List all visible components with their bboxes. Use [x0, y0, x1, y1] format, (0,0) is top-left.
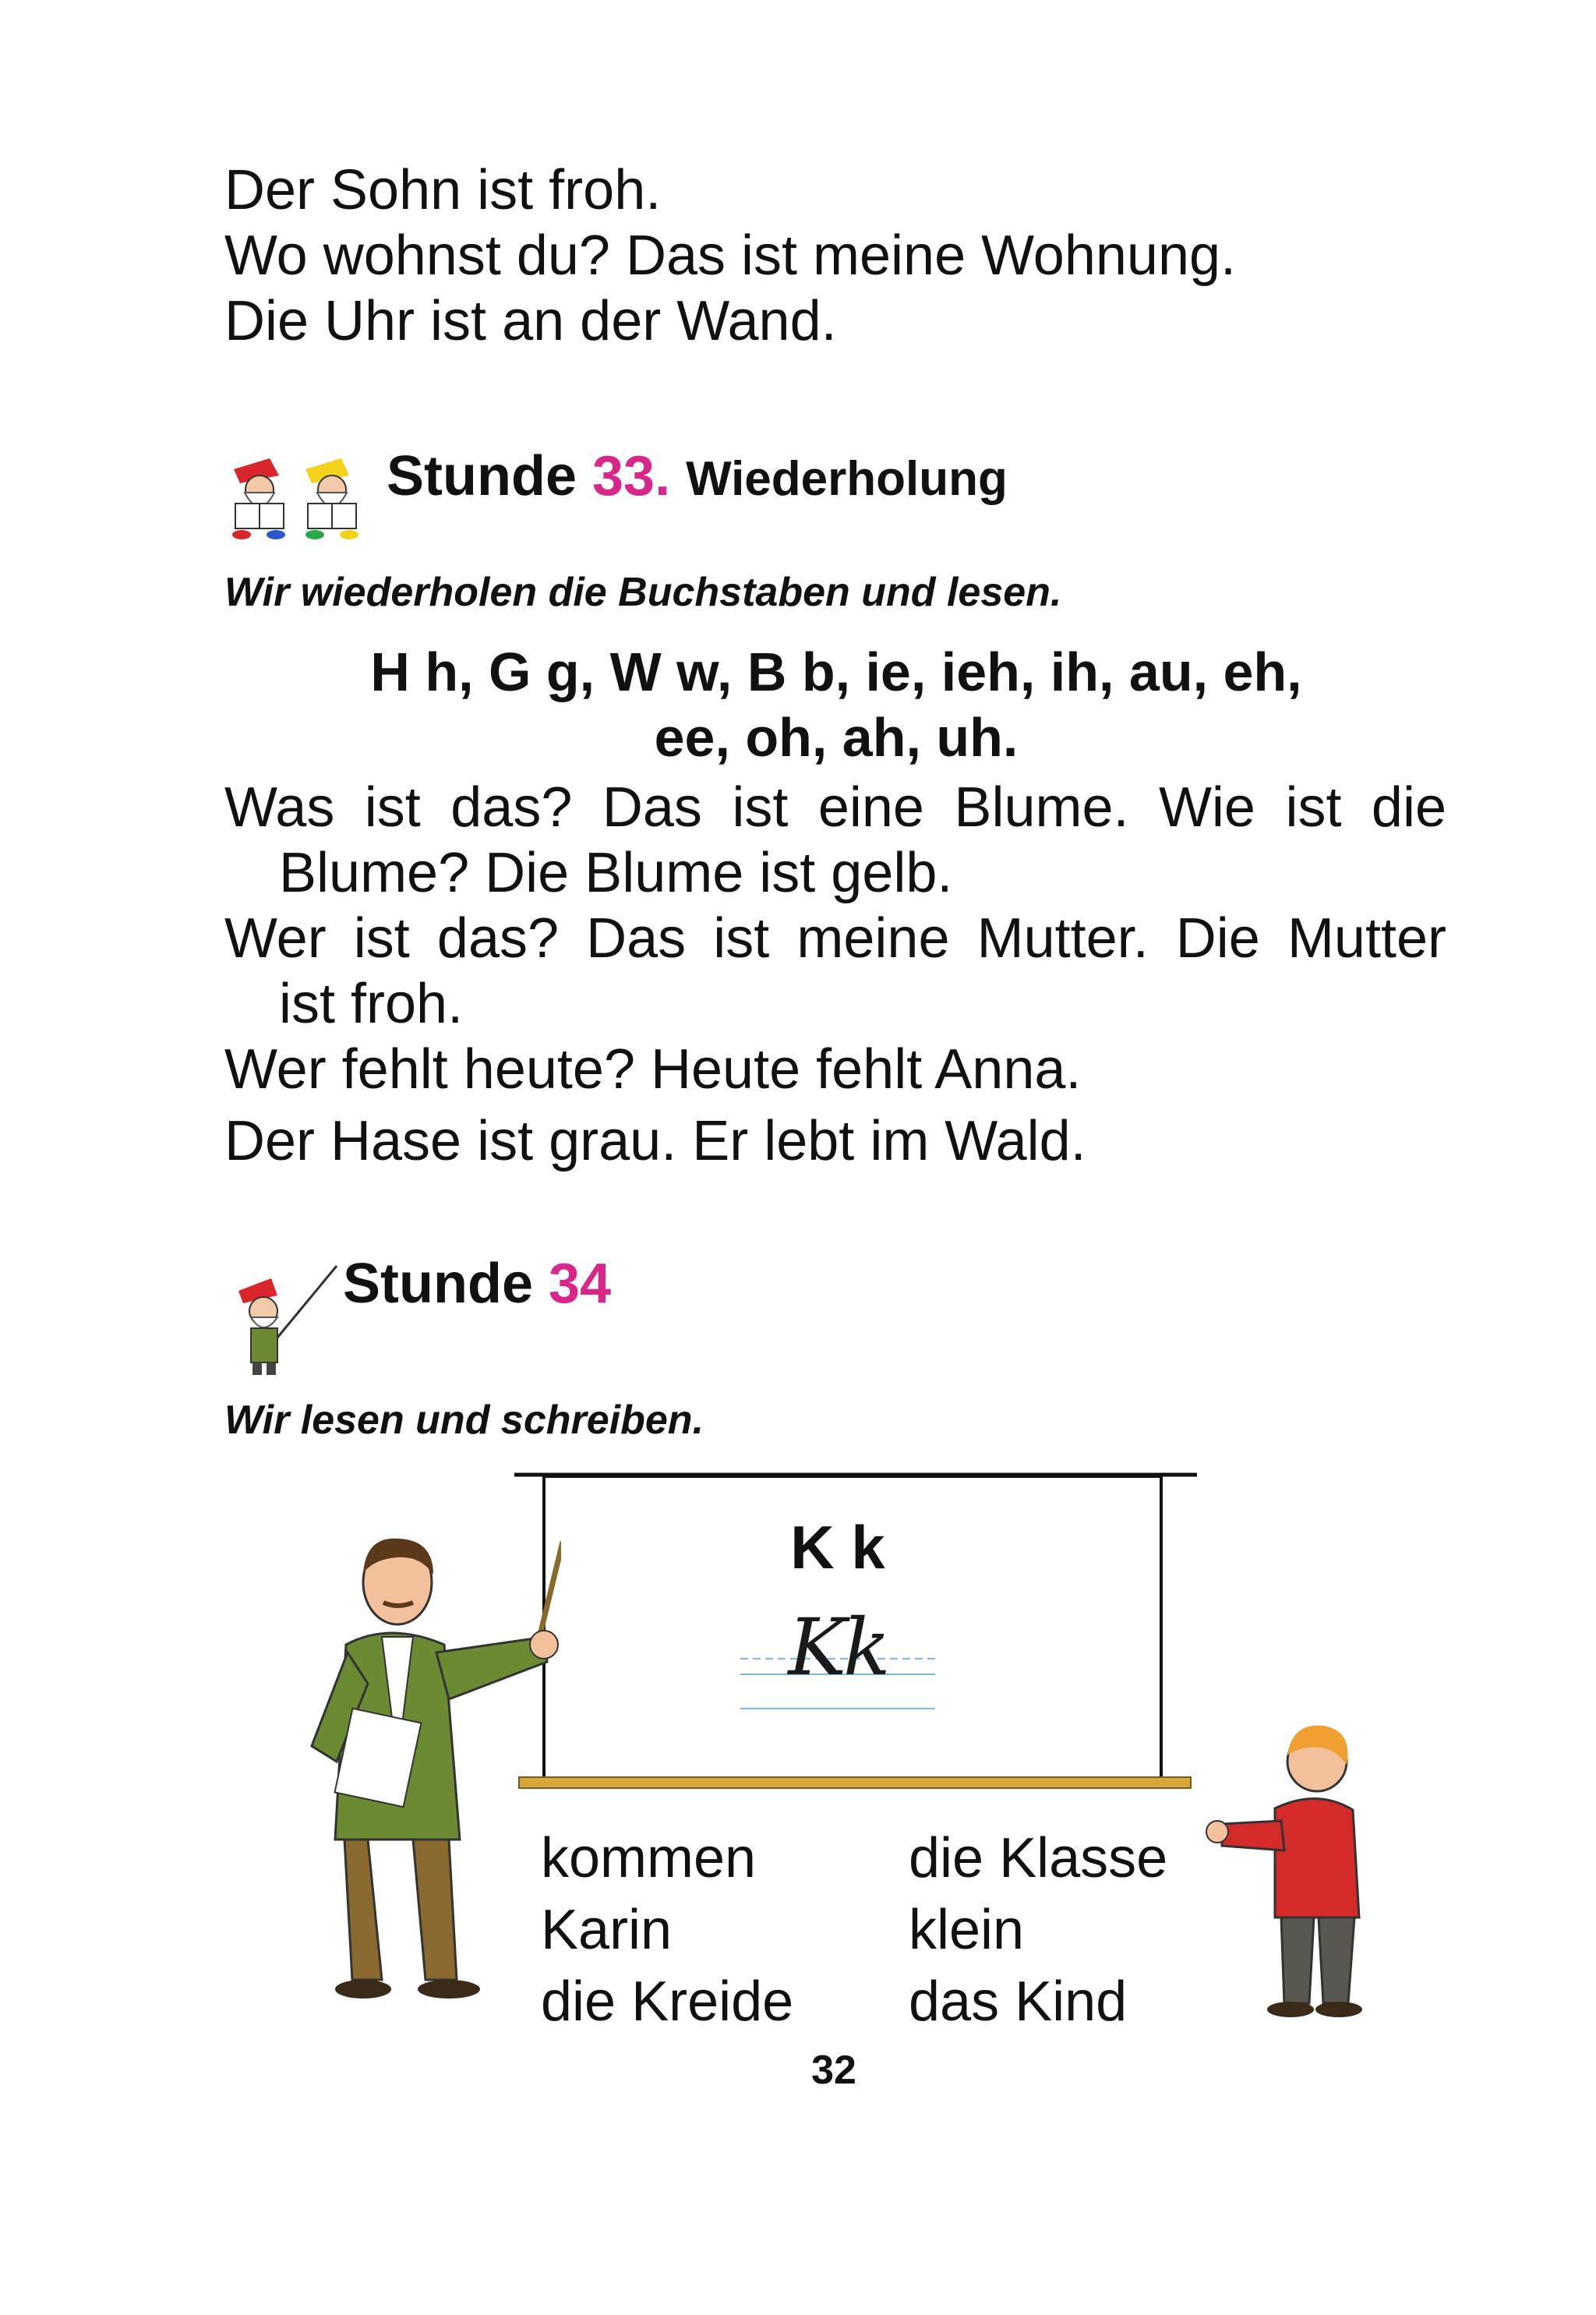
lesson-number: 34 [549, 1253, 612, 1315]
paragraph-line: Blume? Die Blume ist gelb. [279, 842, 953, 904]
word-item: klein [909, 1899, 1025, 1961]
paragraph-line: Wer fehlt heute? Heute fehlt Anna. [224, 1038, 1082, 1101]
intro-line: Wo wohnst du? Das ist meine Wohnung. [224, 224, 1237, 287]
intro-line: Der Sohn ist froh. [224, 159, 662, 221]
letters-review [224, 639, 1448, 770]
gnome-pointer-icon [234, 1263, 343, 1380]
lesson-title: Stunde [387, 445, 577, 507]
word-item: das Kind [909, 1970, 1128, 2033]
board-script-letters: Kk [788, 1602, 888, 1693]
paragraph-line: Der Hase ist grau. Er lebt im Wald. [224, 1110, 1086, 1172]
board-print-letters: K k [790, 1513, 885, 1582]
word-item: die Klasse [909, 1827, 1168, 1889]
word-item: die Kreide [541, 1970, 794, 2033]
gnomes-reading-icon [224, 452, 380, 546]
intro-text [224, 157, 1549, 354]
words-right-column [909, 1822, 1236, 2038]
lesson-33-instruction: Wir wiederholen die Buchstaben und lesen. [224, 570, 1062, 615]
word-item: Karin [541, 1899, 673, 1961]
paragraph-line: Wer ist das? Das ist meine Mutter. Die Mutter [224, 907, 1446, 970]
page-number: 32 [811, 2048, 856, 2093]
letters-line: H h, G g, W w, B b, ie, ieh, ih, au, eh, [370, 641, 1302, 702]
words-left-column [541, 1822, 868, 2038]
lesson-title: Stunde [343, 1253, 533, 1315]
paragraph-line: ist froh. [279, 973, 464, 1035]
intro-line: Die Uhr ist an der Wand. [224, 290, 837, 352]
lesson-33-reading [224, 775, 1446, 1174]
letters-line: ee, oh, ah, uh. [654, 707, 1019, 768]
lesson-34-heading [343, 1252, 611, 1316]
lesson-subtitle: Wiederholung [686, 452, 1008, 506]
teacher-illustration [296, 1528, 561, 2011]
lesson-33-heading [387, 444, 1008, 508]
lesson-number: 33. [592, 445, 671, 507]
word-item: kommen [541, 1827, 757, 1889]
lesson-34-instruction: Wir lesen und schreiben. [224, 1398, 704, 1443]
paragraph-line: Was ist das? Das ist eine Blume. Wie ist die [224, 776, 1446, 839]
